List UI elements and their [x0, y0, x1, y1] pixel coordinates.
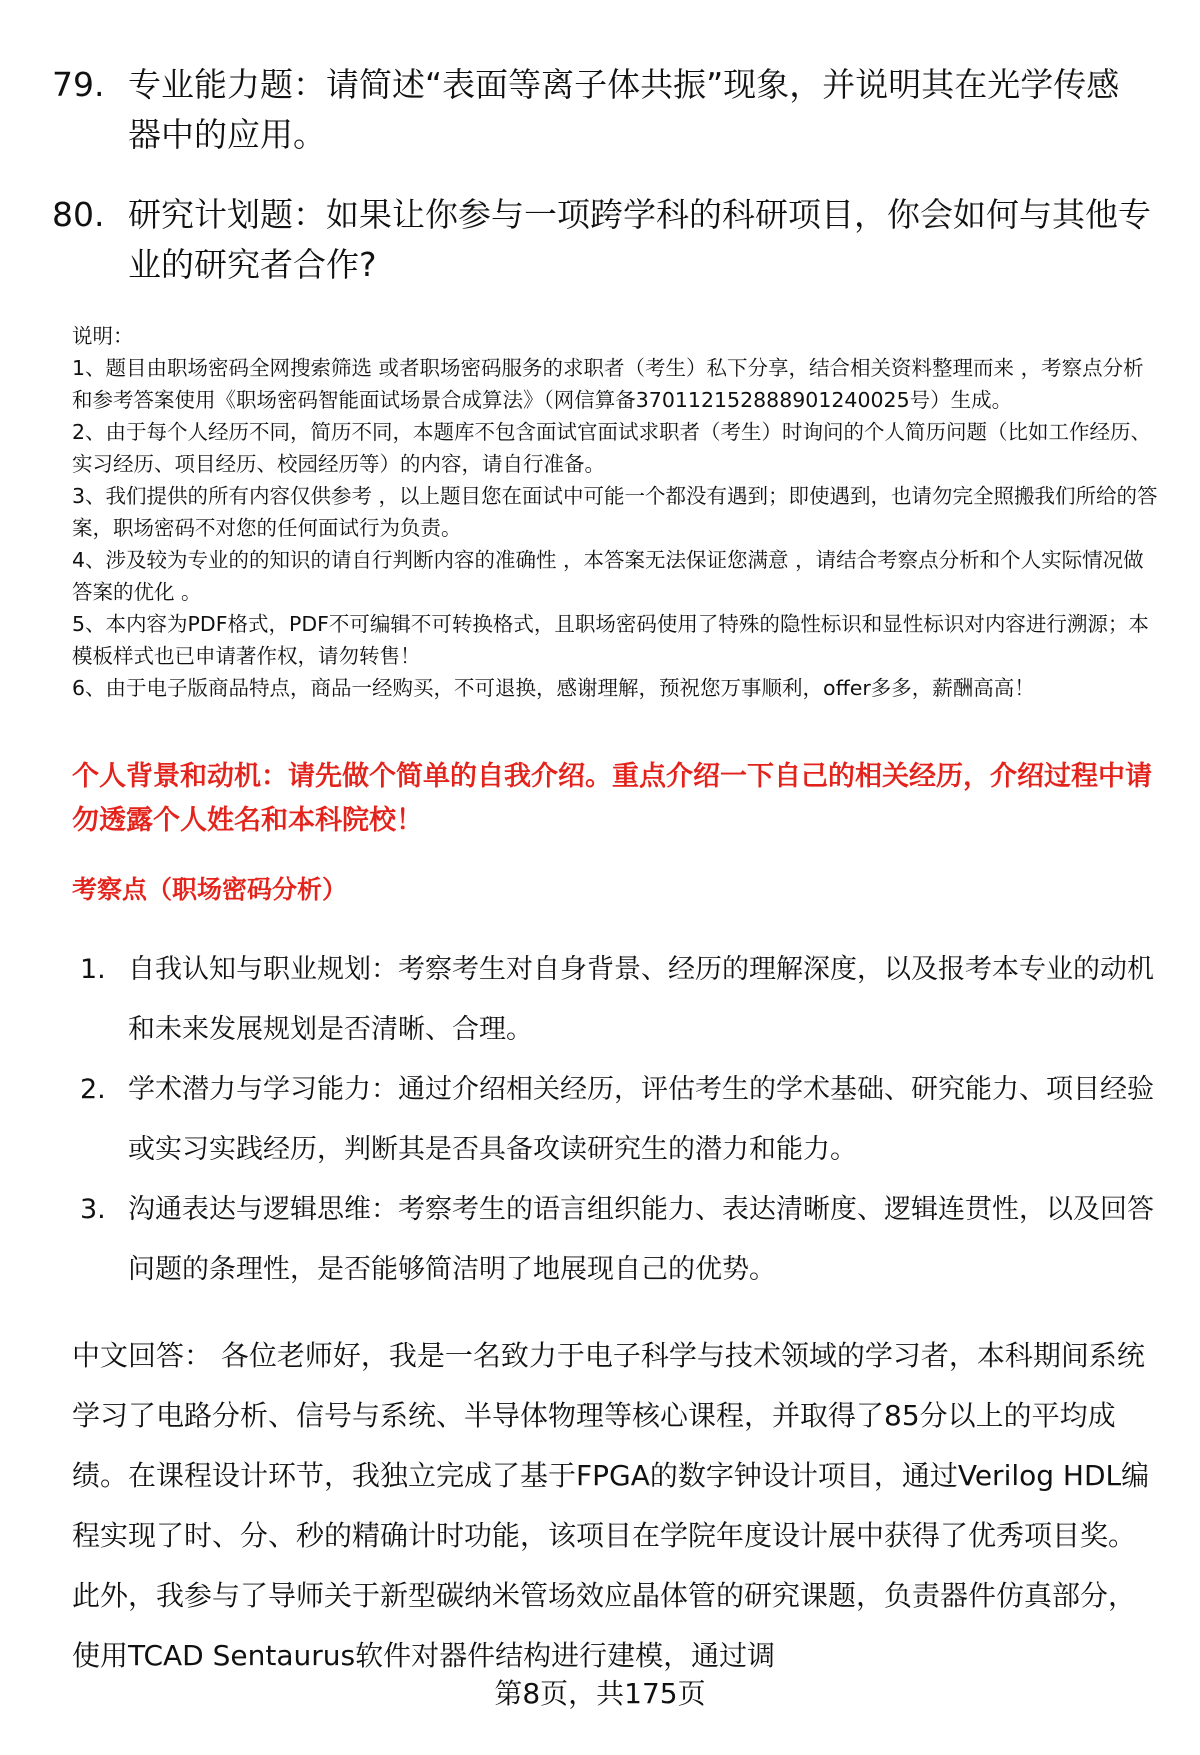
answer-paragraph: [72, 1326, 1162, 1686]
analysis-title: 考察点（职场密码分析）: [72, 875, 348, 904]
analysis-item: [80, 1060, 1160, 1180]
analysis-item: [80, 1180, 1160, 1300]
note-item: 4、涉及较为专业的的知识的请自行判断内容的准确性 ，本答案无法保证您满意 ，请结合考察点分析和个人实际情况做答案的优化 。: [72, 548, 1144, 604]
analysis-item: [80, 940, 1160, 1060]
question-79: [52, 60, 1152, 160]
note-item: 3、我们提供的所有内容仅供参考 ，以上题目您在面试中可能一个都没有遇到；即使遇到，也请勿完全照搬我们所给的答案，职场密码不对您的任何面试行为负责。: [72, 484, 1158, 540]
analysis-list: [80, 940, 1160, 1300]
notes-title: 说明：: [72, 324, 134, 348]
background-question: 个人背景和动机：请先做个简单的自我介绍。重点介绍一下自己的相关经历，介绍过程中请勿透露个人姓名和本科院校！: [72, 761, 1152, 836]
note-item: 6、由于电子版商品特点，商品一经购买，不可退换，感谢理解，预祝您万事顺利，offer多多，薪酬高高！: [72, 676, 1035, 700]
item-number: 3.: [80, 1194, 106, 1225]
item-number: 2.: [80, 1074, 106, 1105]
notes-section: [72, 320, 1162, 704]
question-text: 专业能力题：请简述“表面等离子体共振”现象，并说明其在光学传感器中的应用。: [128, 65, 1120, 154]
page-number: 第8页，共175页: [494, 1677, 706, 1710]
item-text: 沟通表达与逻辑思维：考察考生的语言组织能力、表达清晰度、逻辑连贯性，以及回答问题的条理性，是否能够简洁明了地展现自己的优势。: [128, 1194, 1154, 1285]
question-number: 80.: [52, 195, 105, 234]
item-text: 自我认知与职业规划：考察考生对自身背景、经历的理解深度，以及报考本专业的动机和未来发展规划是否清晰、合理。: [128, 954, 1154, 1045]
question-text: 研究计划题：如果让你参与一项跨学科的科研项目，你会如何与其他专业的研究者合作?: [128, 195, 1151, 284]
item-text: 学术潜力与学习能力：通过介绍相关经历，评估考生的学术基础、研究能力、项目经验或实习实践经历，判断其是否具备攻读研究生的潜力和能力。: [128, 1074, 1154, 1165]
item-number: 1.: [80, 954, 106, 985]
answer-label: 中文回答：: [72, 1339, 213, 1372]
note-item: 1、题目由职场密码全网搜索筛选 或者职场密码服务的求职者（考生）私下分享，结合相关资料整理而来 ，考察点分析和参考答案使用《职场密码智能面试场景合成算法》（网信算备370112152888901240025号）生成。: [72, 356, 1144, 412]
note-item: 5、本内容为PDF格式，PDF不可编辑不可转换格式，且职场密码使用了特殊的隐性标识和显性标识对内容进行溯源；本模板样式也已申请著作权，请勿转售！: [72, 612, 1149, 668]
note-item: 2、由于每个人经历不同，简历不同，本题库不包含面试官面试求职者（考生）时询问的个人简历问题（比如工作经历、实习经历、项目经历、校园经历等）的内容，请自行准备。: [72, 420, 1152, 476]
answer-text: 各位老师好，我是一名致力于电子科学与技术领域的学习者，本科期间系统学习了电路分析、信号与系统、半导体物理等核心课程，并取得了85分以上的平均成绩。在课程设计环节，我独立完成了基于FPGA的数字钟设计项目，通过Verilog HDL编程实现了时、分、秒的精确计时功能，该项目在学院年度设计展中获得了优秀项目奖。此外，我参与了导师关于新型碳纳米管场效应晶体管的研究课题，负责器件仿真部分，使用TCAD Sentaurus软件对器件结构进行建模，通过调: [72, 1339, 1150, 1672]
question-number: 79.: [52, 65, 105, 104]
question-80: [52, 190, 1152, 290]
